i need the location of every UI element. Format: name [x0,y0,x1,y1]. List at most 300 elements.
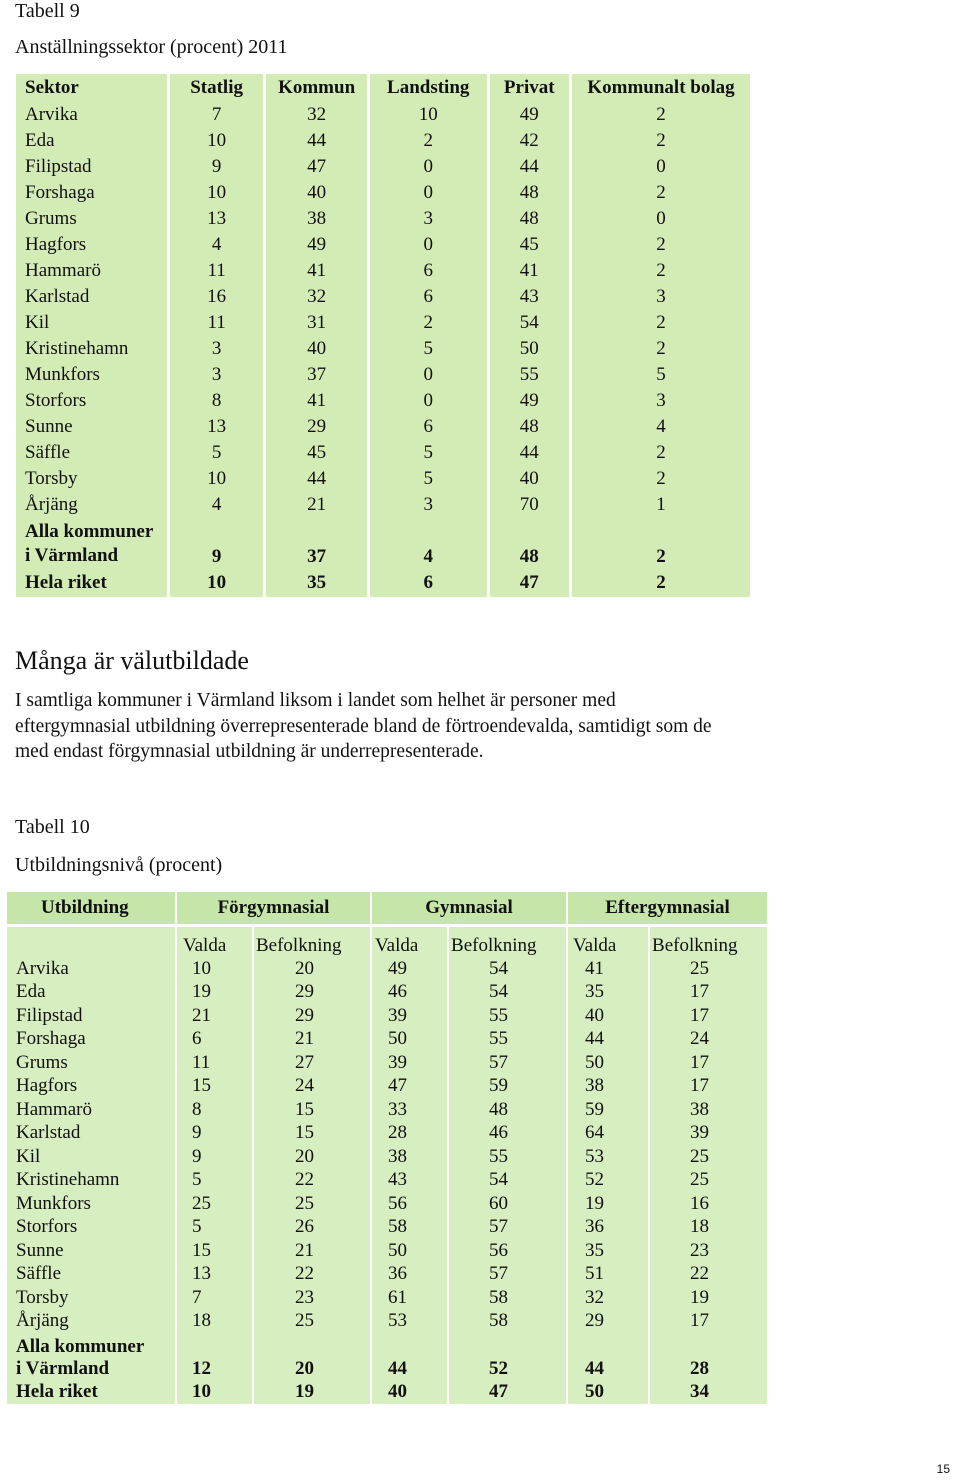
table-10-cell: 5 [177,1169,252,1193]
table-10-cell: 56 [449,1239,566,1263]
table-10-cell: 17 [650,981,767,1005]
table-10-cell: 49 [372,957,447,981]
table-10-cell: 36 [372,1263,447,1287]
table-10-cell: 46 [372,981,447,1005]
table-10-row [7,1122,767,1146]
table-10-cell: 25 [650,1145,767,1169]
table-10-cell: 7 [177,1286,252,1310]
table-10 [5,892,769,1404]
table-10-cell: 17 [650,1004,767,1028]
table-10-cell: 35 [568,981,648,1005]
table-10-column-header: Utbildning [7,892,175,924]
table-10-subheader-blank [7,927,175,957]
table-10-cell: 39 [372,1051,447,1075]
table-10-total-cell: 40 [372,1380,447,1404]
table-10-subheader: Valda [177,927,252,957]
table-10-cell: 10 [177,957,252,981]
table-9-cell: 48 [490,206,569,232]
table-9-row [16,362,750,388]
table-10-row [7,1098,767,1122]
table-10-cell: 21 [254,1239,370,1263]
table-9-cell: 2 [572,466,750,492]
table-9-cell: 3 [572,284,750,310]
table-9-cell: 8 [170,388,264,414]
table-10-cell: 8 [177,1098,252,1122]
page-number: 15 [936,1462,950,1476]
table-10-cell: 25 [650,957,767,981]
table-10-row [7,957,767,981]
table-9-cell: 11 [170,258,264,284]
table-10-cell: 22 [254,1263,370,1287]
table-9-total-cell: 48 [490,518,569,569]
table-9-cell: 2 [370,310,487,336]
table-10-cell: 47 [372,1075,447,1099]
table-9-cell: 2 [572,232,750,258]
table-10-row-label: Årjäng [7,1310,175,1334]
table-10-cell: 17 [650,1075,767,1099]
table-9-cell: 2 [572,180,750,206]
table-9-cell: 55 [490,362,569,388]
table-10-cell: 25 [254,1192,370,1216]
table-9-column-header: Kommunalt bolag [572,74,750,102]
table-9-cell: 40 [490,466,569,492]
table-10-cell: 58 [449,1286,566,1310]
table-9-cell: 3 [170,362,264,388]
table-10-total-label-line: Alla kommuner [16,1336,145,1357]
table-10-cell: 50 [372,1239,447,1263]
table-10-cell: 25 [177,1192,252,1216]
table-10-row-label: Eda [7,981,175,1005]
table-9-cell: 44 [266,466,367,492]
table-9-cell: 11 [170,310,264,336]
table-9-total-cell: 4 [370,518,487,569]
table-9-cell: 31 [266,310,367,336]
table-10-cell: 52 [568,1169,648,1193]
table-10-total-label [7,1333,175,1380]
table-9-cell: 0 [370,388,487,414]
table-9-cell: 5 [572,362,750,388]
table-9-total-label [16,518,167,569]
table-9-total-label-line: Alla kommuner [25,521,154,542]
table-9-cell: 21 [266,492,367,518]
table-10-total-cell: 10 [177,1380,252,1404]
table-10-total-cell: 47 [449,1380,566,1404]
table-9-cell: 40 [266,336,367,362]
table-10-cell: 43 [372,1169,447,1193]
table-9-cell: 3 [170,336,264,362]
table-9-cell: 5 [370,466,487,492]
table-10-cell: 29 [254,981,370,1005]
table-9-column-header: Sektor [16,74,167,102]
table-10-cell: 55 [449,1145,566,1169]
table-10-cell: 64 [568,1122,648,1146]
table-10-cell: 59 [449,1075,566,1099]
table-9-total-cell: 2 [572,569,750,597]
table-9-row-label: Sunne [16,414,167,440]
table-10-cell: 17 [650,1310,767,1334]
table-10-cell: 38 [650,1098,767,1122]
table-10-cell: 6 [177,1028,252,1052]
table-10-total-cell: 12 [177,1333,252,1380]
table-9-cell: 4 [572,414,750,440]
section-paragraph: I samtliga kommuner i Värmland liksom i landet som helhet är personer med eftergymnasial utbildning överrepresenterade bland de förtroendevalda, samtidigt som de med endast förgymnasial utbildning är underrepresenterade. [15,690,712,762]
table-10-cell: 58 [372,1216,447,1240]
table-10-cell: 54 [449,1169,566,1193]
table-9-cell: 2 [572,128,750,154]
table-10-total-cell: 28 [650,1333,767,1380]
table-9-cell: 48 [490,180,569,206]
table-9-row-label: Hagfors [16,232,167,258]
table-9-row-label: Säffle [16,440,167,466]
table-10-cell: 15 [177,1239,252,1263]
table-10-cell: 39 [650,1122,767,1146]
table-9-row [16,284,750,310]
table-9-cell: 32 [266,102,367,128]
table-9-cell: 41 [490,258,569,284]
table-10-label: Tabell 10 [15,816,90,838]
table-9-column-header: Privat [490,74,569,102]
table-9-cell: 0 [370,232,487,258]
table-9-row [16,440,750,466]
table-10-row [7,1286,767,1310]
table-9-cell: 13 [170,206,264,232]
table-9-cell: 45 [266,440,367,466]
table-10-cell: 33 [372,1098,447,1122]
table-9-cell: 32 [266,284,367,310]
table-10-row-label: Kristinehamn [7,1169,175,1193]
table-9-cell: 41 [266,258,367,284]
table-9-row-label: Hammarö [16,258,167,284]
table-10-total-cell: 50 [568,1380,648,1404]
table-10-cell: 16 [650,1192,767,1216]
table-9-title: Anställningssektor (procent) 2011 [15,36,288,58]
table-10-cell: 9 [177,1122,252,1146]
table-10-cell: 38 [372,1145,447,1169]
table-10-cell: 35 [568,1239,648,1263]
table-9-cell: 0 [572,154,750,180]
table-10-cell: 9 [177,1145,252,1169]
table-9-row-label: Kil [16,310,167,336]
table-9-column-header: Statlig [170,74,264,102]
table-10-cell: 18 [177,1310,252,1334]
table-9-total-cell: 35 [266,569,367,597]
table-9-row-label: Karlstad [16,284,167,310]
table-9-cell: 3 [572,388,750,414]
table-9-total-cell: 6 [370,569,487,597]
table-10-cell: 50 [372,1028,447,1052]
table-10-cell: 53 [372,1310,447,1334]
table-10-cell: 15 [254,1122,370,1146]
table-9-row [16,466,750,492]
table-10-row-label: Säffle [7,1263,175,1287]
table-10-cell: 26 [254,1216,370,1240]
table-10-cell: 15 [177,1075,252,1099]
table-10-cell: 25 [650,1169,767,1193]
table-9-row-label: Grums [16,206,167,232]
table-9-cell: 7 [170,102,264,128]
table-9-total-cell: 9 [170,518,264,569]
table-9-total-cell: 10 [170,569,264,597]
table-10-cell: 61 [372,1286,447,1310]
table-10-total-cell: 52 [449,1333,566,1380]
table-10-total-label-line: i Värmland [16,1358,110,1379]
table-9-cell: 49 [490,388,569,414]
table-9-cell: 54 [490,310,569,336]
table-10-cell: 21 [254,1028,370,1052]
table-9-cell: 3 [370,492,487,518]
table-9-cell: 16 [170,284,264,310]
table-9-cell: 1 [572,492,750,518]
table-10-cell: 20 [254,957,370,981]
table-9-cell: 49 [266,232,367,258]
table-9-body [16,102,750,597]
table-9-column-header: Landsting [370,74,487,102]
table-10-row-label: Hammarö [7,1098,175,1122]
table-10-title: Utbildningsnivå (procent) [15,854,223,876]
table-10-row-label: Hagfors [7,1075,175,1099]
table-10-cell: 40 [568,1004,648,1028]
table-10-row [7,1075,767,1099]
table-10-total-label-line: Hela riket [16,1380,98,1402]
table-9-cell: 44 [490,154,569,180]
table-10-cell: 19 [177,981,252,1005]
table-10-cell: 39 [372,1004,447,1028]
table-9-cell: 9 [170,154,264,180]
table-9-cell: 2 [370,128,487,154]
table-9-row [16,414,750,440]
table-10-cell: 28 [372,1122,447,1146]
table-10-cell: 46 [449,1122,566,1146]
table-10-row [7,981,767,1005]
table-10-row [7,1051,767,1075]
table-9-cell: 49 [490,102,569,128]
table-10-row [7,1239,767,1263]
table-9-row [16,232,750,258]
table-10-total-row [7,1380,767,1404]
table-9-cell: 3 [370,206,487,232]
table-9-cell: 47 [266,154,367,180]
table-9-row [16,128,750,154]
table-9-row [16,180,750,206]
table-9-cell: 2 [572,102,750,128]
table-10-total-cell: 34 [650,1380,767,1404]
table-10-row [7,1004,767,1028]
table-10-subheader: Befolkning [254,927,370,957]
table-10-cell: 57 [449,1216,566,1240]
table-9-row-label: Arvika [16,102,167,128]
table-10-total-cell: 44 [568,1333,648,1380]
table-10-row [7,1145,767,1169]
table-10-cell: 5 [177,1216,252,1240]
table-10-subheader: Valda [568,927,648,957]
table-9-cell: 38 [266,206,367,232]
table-9-row-label: Eda [16,128,167,154]
table-9-row [16,154,750,180]
section-heading: Många är välutbildade [15,646,249,675]
table-10-cell: 19 [568,1192,648,1216]
table-9-cell: 29 [266,414,367,440]
table-10-cell: 60 [449,1192,566,1216]
table-9-label: Tabell 9 [15,0,80,22]
table-9-cell: 2 [572,336,750,362]
table-10-row [7,1310,767,1334]
table-10-row-label: Storfors [7,1216,175,1240]
table-10-cell: 51 [568,1263,648,1287]
table-10-cell: 24 [254,1075,370,1099]
table-10-cell: 55 [449,1028,566,1052]
table-9-cell: 48 [490,414,569,440]
table-10-row [7,1263,767,1287]
table-9-row-label: Filipstad [16,154,167,180]
table-10-cell: 53 [568,1145,648,1169]
table-9-row-label: Munkfors [16,362,167,388]
table-9-cell: 0 [370,180,487,206]
table-9-row [16,206,750,232]
table-10-cell: 23 [254,1286,370,1310]
table-10-row-label: Arvika [7,957,175,981]
table-10-cell: 38 [568,1075,648,1099]
table-10-subheader: Befolkning [449,927,566,957]
table-10-cell: 41 [568,957,648,981]
table-9-row-label: Kristinehamn [16,336,167,362]
table-10-cell: 54 [449,981,566,1005]
table-10-cell: 17 [650,1051,767,1075]
table-9-total-label [16,569,167,597]
table-10-body [7,924,767,1404]
table-9-cell: 6 [370,258,487,284]
table-9-cell: 41 [266,388,367,414]
table-10-cell: 27 [254,1051,370,1075]
table-10-row [7,1192,767,1216]
table-10-cell: 22 [254,1169,370,1193]
table-9-row [16,492,750,518]
table-9-cell: 5 [170,440,264,466]
table-9-cell: 5 [370,336,487,362]
table-10-row [7,1028,767,1052]
table-10-cell: 32 [568,1286,648,1310]
table-10-column-header: Förgymnasial [177,892,370,924]
table-9-row [16,102,750,128]
table-10-total-cell: 19 [254,1380,370,1404]
table-10-cell: 56 [372,1192,447,1216]
table-10-cell: 57 [449,1263,566,1287]
table-9-row [16,388,750,414]
table-10-row [7,1216,767,1240]
table-10-header-row [7,892,767,924]
table-10-cell: 29 [254,1004,370,1028]
table-10-cell: 11 [177,1051,252,1075]
table-10-row-label: Filipstad [7,1004,175,1028]
table-10-cell: 59 [568,1098,648,1122]
table-10-subheader: Befolkning [650,927,767,957]
table-9-cell: 2 [572,258,750,284]
table-9-cell: 10 [170,128,264,154]
table-10-subheader: Valda [372,927,447,957]
table-9-header-row [16,74,750,102]
table-10-row [7,1169,767,1193]
table-10-cell: 24 [650,1028,767,1052]
table-10-cell: 19 [650,1286,767,1310]
table-9-row-label: Årjäng [16,492,167,518]
table-9-cell: 10 [170,466,264,492]
table-10-column-header: Gymnasial [372,892,566,924]
table-10-row-label: Forshaga [7,1028,175,1052]
table-9-cell: 4 [170,232,264,258]
table-9-cell: 70 [490,492,569,518]
table-10-cell: 48 [449,1098,566,1122]
table-9-cell: 42 [490,128,569,154]
table-10-cell: 54 [449,957,566,981]
table-9-cell: 13 [170,414,264,440]
table-9-cell: 40 [266,180,367,206]
table-9-total-label-line: i Värmland [25,545,119,566]
table-10-cell: 13 [177,1263,252,1287]
table-9-row-label: Torsby [16,466,167,492]
table-9-cell: 2 [572,310,750,336]
table-9-cell: 10 [170,180,264,206]
table-9-total-row [16,569,750,597]
table-9-cell: 5 [370,440,487,466]
table-10-cell: 25 [254,1310,370,1334]
table-10-subheader-row [7,927,767,957]
table-10-row-label: Karlstad [7,1122,175,1146]
table-10-row-label: Torsby [7,1286,175,1310]
table-9-total-row [16,518,750,569]
table-10-cell: 15 [254,1098,370,1122]
table-9-total-cell: 47 [490,569,569,597]
table-10-row-label: Kil [7,1145,175,1169]
table-10-cell: 29 [568,1310,648,1334]
table-9-row-label: Forshaga [16,180,167,206]
table-9-cell: 6 [370,414,487,440]
table-10-cell: 23 [650,1239,767,1263]
table-9-total-label-line: Hela riket [25,572,107,593]
table-10-cell: 50 [568,1051,648,1075]
table-9-cell: 0 [370,362,487,388]
table-10-total-cell: 20 [254,1333,370,1380]
table-10-column-header: Eftergymnasial [568,892,767,924]
table-9-cell: 6 [370,284,487,310]
table-10-cell: 58 [449,1310,566,1334]
table-10-cell: 22 [650,1263,767,1287]
table-9-cell: 37 [266,362,367,388]
table-9-total-cell: 2 [572,518,750,569]
table-10-cell: 44 [568,1028,648,1052]
table-9-cell: 50 [490,336,569,362]
table-9-cell: 44 [490,440,569,466]
table-10-cell: 20 [254,1145,370,1169]
table-9-cell: 43 [490,284,569,310]
table-10-total-cell: 44 [372,1333,447,1380]
table-9-row [16,258,750,284]
table-9-cell: 44 [266,128,367,154]
table-10-total-row [7,1333,767,1380]
table-9 [13,74,753,597]
table-10-cell: 21 [177,1004,252,1028]
table-10-row-label: Grums [7,1051,175,1075]
table-10-cell: 57 [449,1051,566,1075]
table-9-row [16,310,750,336]
table-10-cell: 18 [650,1216,767,1240]
table-10-cell: 55 [449,1004,566,1028]
table-9-column-header: Kommun [266,74,367,102]
table-9-total-cell: 37 [266,518,367,569]
table-9-cell: 2 [572,440,750,466]
table-10-total-label [7,1380,175,1404]
table-9-cell: 10 [370,102,487,128]
table-9-cell: 0 [370,154,487,180]
table-9-cell: 0 [572,206,750,232]
